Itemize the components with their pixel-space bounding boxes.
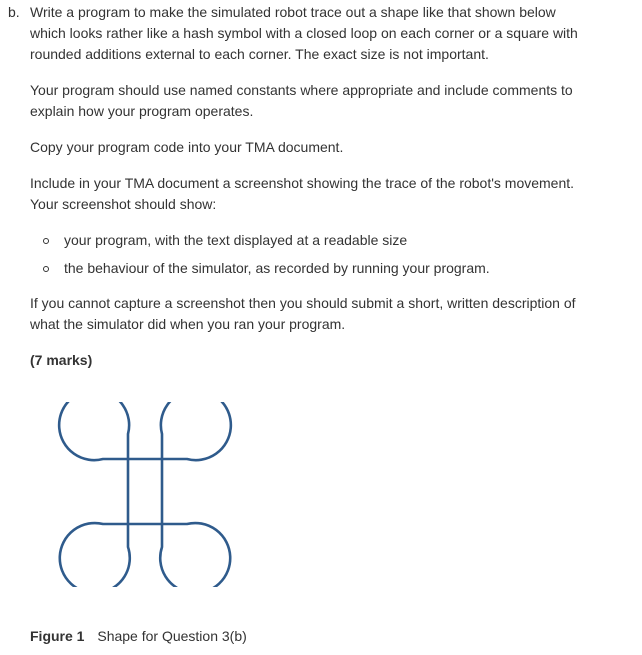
marks-label: (7 marks)	[30, 352, 93, 368]
hash-loop-shape-figure	[55, 402, 240, 587]
list-item-text: your program, with the text displayed at a readable size	[64, 232, 408, 248]
question-body	[30, 2, 590, 371]
figure-caption-text: Shape for Question 3(b)	[97, 628, 247, 644]
question-marker: b.	[8, 4, 20, 20]
paragraph-copy-code: Copy your program code into your TMA document.	[30, 139, 344, 155]
screenshot-requirements-list	[30, 230, 590, 279]
figure-label: Figure 1	[30, 628, 85, 644]
paragraph-fallback: If you cannot capture a screenshot then you should submit a short, written description of what the simulator did when you ran your program.	[30, 295, 576, 332]
bullet-circle-icon	[43, 238, 49, 244]
list-item-text: the behaviour of the simulator, as recorded by running your program.	[64, 260, 490, 276]
paragraph-instructions: Write a program to make the simulated robot trace out a shape like that shown below which looks rather like a hash symbol with a closed loop on each corner or a square with rounded additions external to each corner. The exact size is not important.	[30, 4, 578, 62]
paragraph-screenshot: Include in your TMA document a screenshot showing the trace of the robot's movement. Your screenshot should show:	[30, 175, 575, 212]
figure-caption	[30, 626, 247, 647]
list-item	[30, 258, 590, 279]
paragraph-constants: Your program should use named constants where appropriate and include comments to explain how your program operates.	[30, 82, 573, 119]
hash-loop-shape-path	[59, 402, 231, 587]
bullet-circle-icon	[43, 266, 49, 272]
list-item	[30, 230, 590, 251]
